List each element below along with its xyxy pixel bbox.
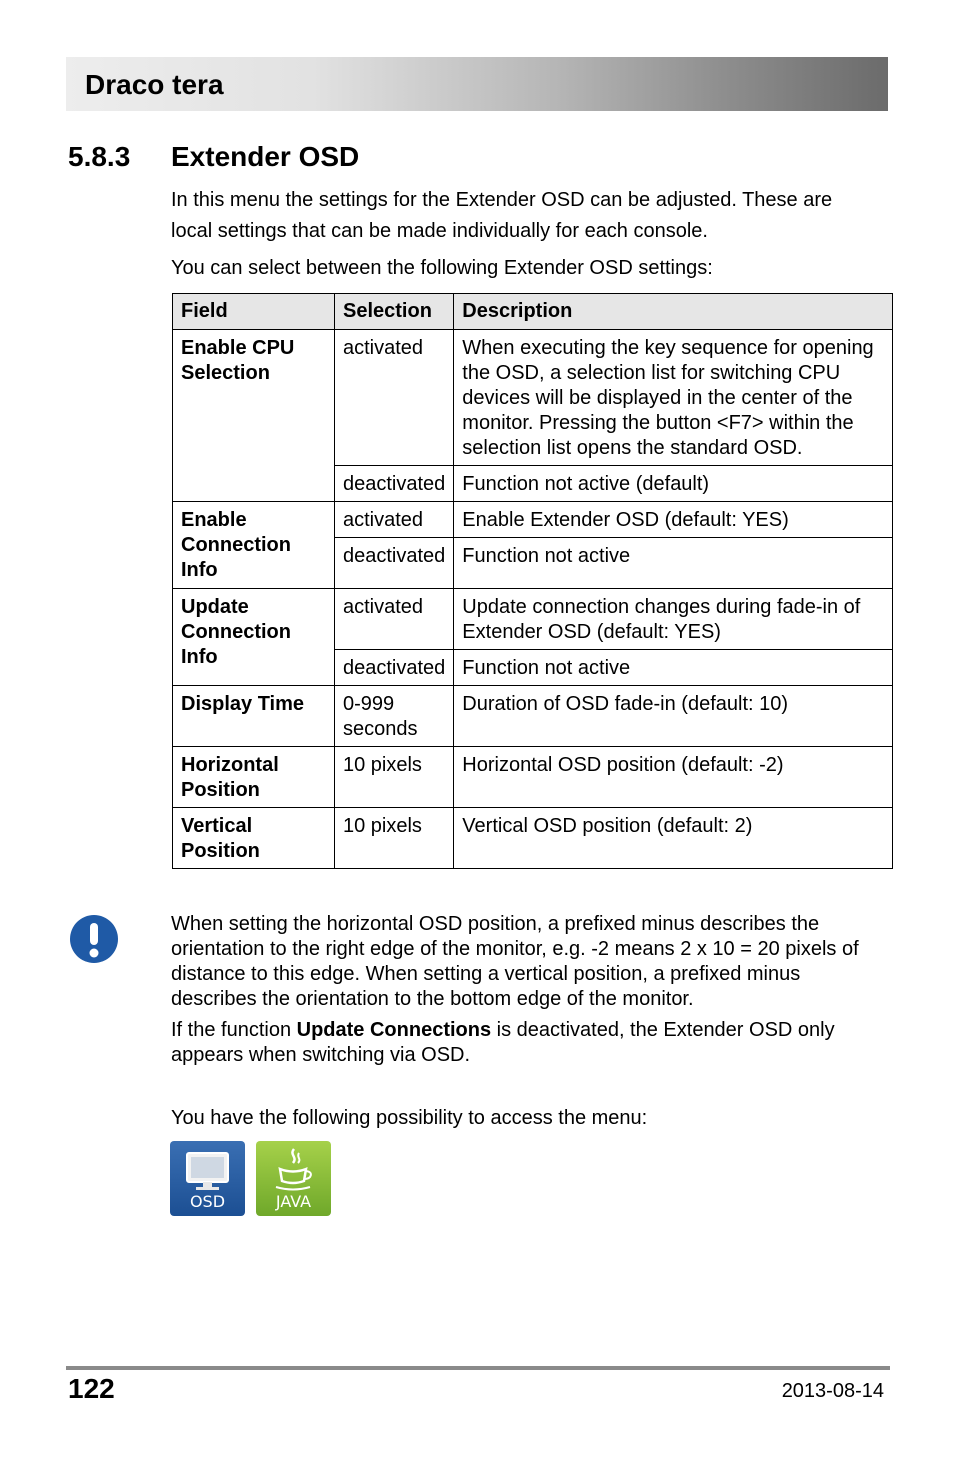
footer-date: 2013-08-14	[781, 1380, 884, 1402]
description-cell: Function not active	[454, 650, 893, 686]
selection-cell: 0-999 seconds	[335, 686, 454, 747]
document-title: Draco tera	[85, 69, 224, 100]
selection-cell: 10 pixels	[335, 747, 454, 808]
description-cell: Function not active	[454, 538, 893, 589]
description-cell: When executing the key sequence for opening the OSD, a selection list for switching CPU devices will be displayed in the center of the monitor. Pressing the button <F7> within the selection list opens the standard OSD.	[454, 330, 893, 466]
osd-label: OSD	[189, 1192, 226, 1211]
access-text: You have the following possibility to access the menu:	[171, 1107, 648, 1129]
exclamation-icon	[70, 915, 118, 963]
field-cell: Enable Connection Info	[173, 502, 335, 589]
description-cell: Vertical OSD position (default: 2)	[454, 808, 893, 869]
note-block	[171, 912, 883, 1074]
table-row	[173, 502, 893, 538]
java-label: JAVA	[275, 1192, 312, 1211]
java-cup-icon	[256, 1143, 331, 1195]
section-heading	[68, 141, 359, 173]
table-row	[173, 589, 893, 650]
note-paragraph-2	[171, 1018, 883, 1068]
osd-access-button[interactable]	[170, 1141, 245, 1216]
java-access-button[interactable]	[256, 1141, 331, 1216]
monitor-icon	[170, 1145, 245, 1195]
header-field: Field	[173, 294, 335, 330]
description-cell: Update connection changes during fade-in of Extender OSD (default: YES)	[454, 589, 893, 650]
selection-cell: deactivated	[335, 538, 454, 589]
header-description: Description	[454, 294, 893, 330]
footer-divider	[66, 1366, 890, 1370]
field-cell: Display Time	[173, 686, 335, 747]
table-row	[173, 330, 893, 466]
header-bar	[66, 57, 888, 111]
description-cell: Horizontal OSD position (default: -2)	[454, 747, 893, 808]
page-number: 122	[68, 1373, 115, 1404]
table-row	[173, 808, 893, 869]
selection-cell: deactivated	[335, 466, 454, 502]
field-cell: Update Connection Info	[173, 589, 335, 686]
selection-cell: activated	[335, 330, 454, 466]
description-cell: Enable Extender OSD (default: YES)	[454, 502, 893, 538]
description-cell: Duration of OSD fade-in (default: 10)	[454, 686, 893, 747]
note-text: is deactivated, the Extender OSD only appears when switching via OSD.	[171, 1019, 835, 1066]
description-cell: Function not active (default)	[454, 466, 893, 502]
intro-paragraph: In this menu the settings for the Extender OSD can be adjusted. These are local settings that can be made individually for each console.	[171, 189, 833, 242]
note-text: If the function	[171, 1019, 297, 1041]
table-row	[173, 686, 893, 747]
section-number: 5.8.3	[68, 141, 131, 172]
note-paragraph: When setting the horizontal OSD position, a prefixed minus describes the orientation to the right edge of the monitor, e.g. -2 means 2 x 10 = 20 pixels of distance to this edge. When setting a vertical position, a prefixed minus describes the orientation to the bottom edge of the monitor.	[171, 913, 859, 1010]
table-header-row	[173, 294, 893, 330]
selection-cell: 10 pixels	[335, 808, 454, 869]
settings-table	[172, 293, 893, 869]
field-cell: Vertical Position	[173, 808, 335, 869]
note-bold-term: Update Connections	[296, 1019, 492, 1041]
section-title: Extender OSD	[171, 141, 360, 172]
field-cell: Horizontal Position	[173, 747, 335, 808]
selection-cell: activated	[335, 502, 454, 538]
intro-paragraph-2: You can select between the following Extender OSD settings:	[171, 257, 713, 279]
selection-cell: activated	[335, 589, 454, 650]
field-cell: Enable CPU Selection	[173, 330, 335, 502]
header-selection: Selection	[335, 294, 454, 330]
selection-cell: deactivated	[335, 650, 454, 686]
table-row	[173, 747, 893, 808]
